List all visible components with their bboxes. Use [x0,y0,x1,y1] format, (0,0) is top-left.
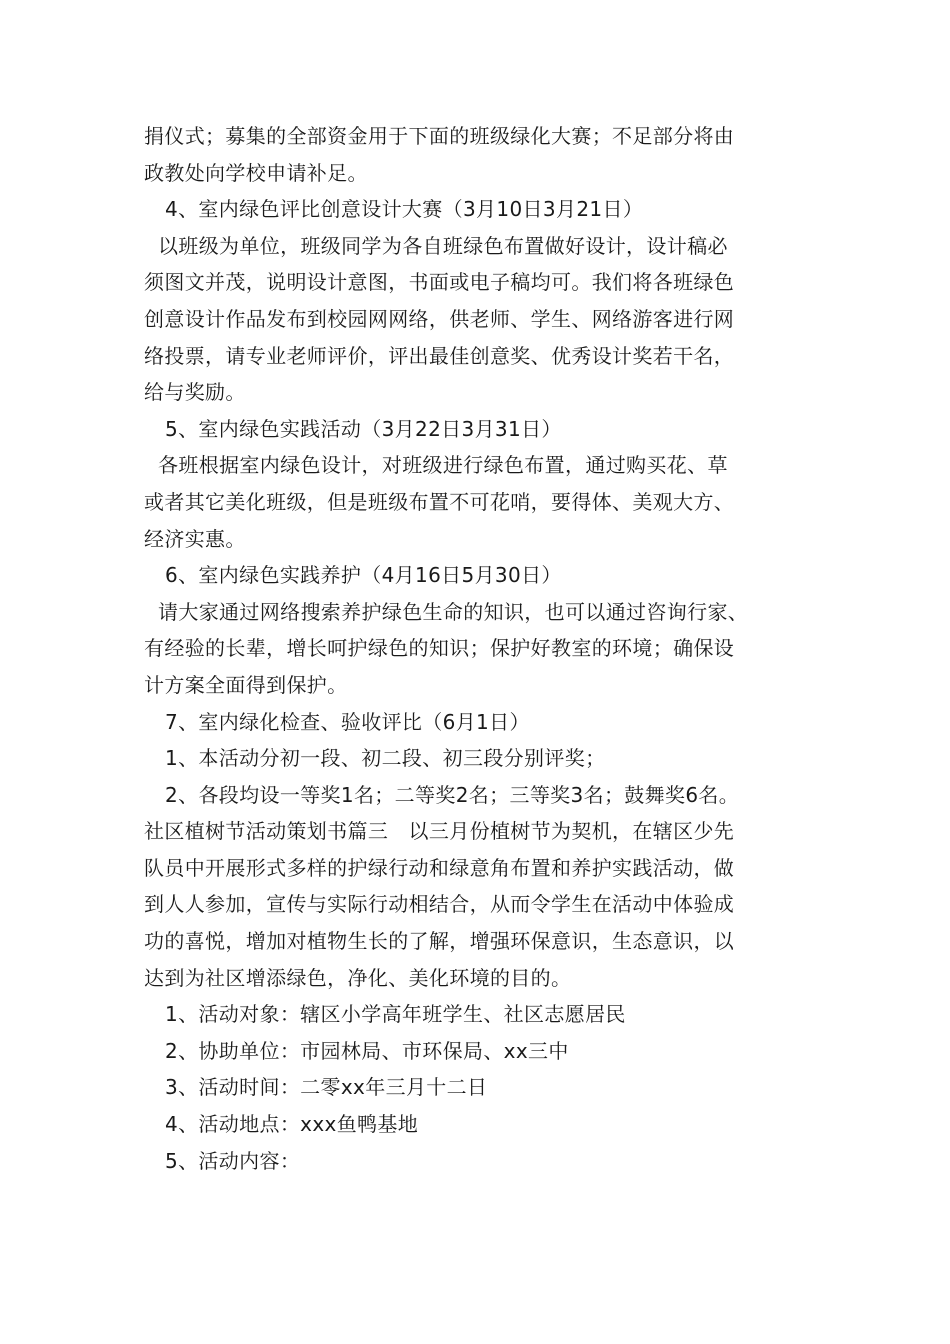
text-line: 须图文并茂，说明设计意图，书面或电子稿均可。我们将各班绿色 [144,270,735,295]
text-line: 捐仪式；募集的全部资金用于下面的班级绿化大赛；不足部分将由 [144,124,735,148]
list-item: 1、活动对象：辖区小学高年班学生、社区志愿居民 [165,1002,626,1027]
text-line: 经济实惠。 [144,526,246,551]
section-heading: 5、室内绿色实践活动（3月22日3月31日） [165,416,562,441]
text-line: 创意设计作品发布到校园网网络，供老师、学生、网络游客进行网 [144,306,735,331]
list-item: 1、本活动分初一段、初二段、初三段分别评奖； [165,746,606,771]
text-line: 各班根据室内绿色设计，对班级进行绿色布置，通过购买花、草 [158,453,728,478]
section-heading: 4、室内绿色评比创意设计大赛（3月10日3月21日） [165,197,644,222]
text-line: 政教处向学校申请补足。 [144,160,368,185]
text-line: 到人人参加，宣传与实际行动相结合，从而令学生在活动中体验成 [144,892,735,917]
text-line: 络投票，请专业老师评价，评出最佳创意奖、优秀设计奖若干名， [144,343,735,368]
text-line: 请大家通过网络搜索养护绿色生命的知识，也可以通过咨询行家、 [158,599,749,624]
text-line: 计方案全面得到保护。 [144,672,348,697]
list-item: 4、活动地点：xxx鱼鸭基地 [165,1112,419,1137]
list-item: 3、活动时间：二零xx年三月十二日 [165,1075,488,1100]
text-line: 达到为社区增添绿色，净化、美化环境的目的。 [144,965,572,990]
section-heading: 6、室内绿色实践养护（4月16日5月30日） [165,563,562,588]
list-item: 2、各段均设一等奖1名；二等奖2名；三等奖3名；鼓舞奖6名。 [165,782,740,807]
text-line: 功的喜悦，增加对植物生长的了解，增强环保意识，生态意识，以 [144,929,735,954]
document-page [144,118,844,1179]
section-heading: 7、室内绿化检查、验收评比（6月1日） [165,709,530,734]
list-item: 2、协助单位：市园林局、市环保局、xx三中 [165,1038,569,1063]
text-line: 给与奖励。 [144,380,246,405]
text-line: 有经验的长辈，增长呵护绿色的知识；保护好教室的环境；确保设 [144,636,735,661]
text-line: 以班级为单位，班级同学为各自班绿色布置做好设计，设计稿必 [158,233,728,258]
text-line: 社区植树节活动策划书篇三 以三月份植树节为契机，在辖区少先 [144,819,735,844]
list-item: 5、活动内容： [165,1148,301,1173]
text-line: 队员中开展形式多样的护绿行动和绿意角布置和养护实践活动，做 [144,855,735,880]
text-line: 或者其它美化班级，但是班级布置不可花哨，要得体、美观大方、 [144,489,735,514]
